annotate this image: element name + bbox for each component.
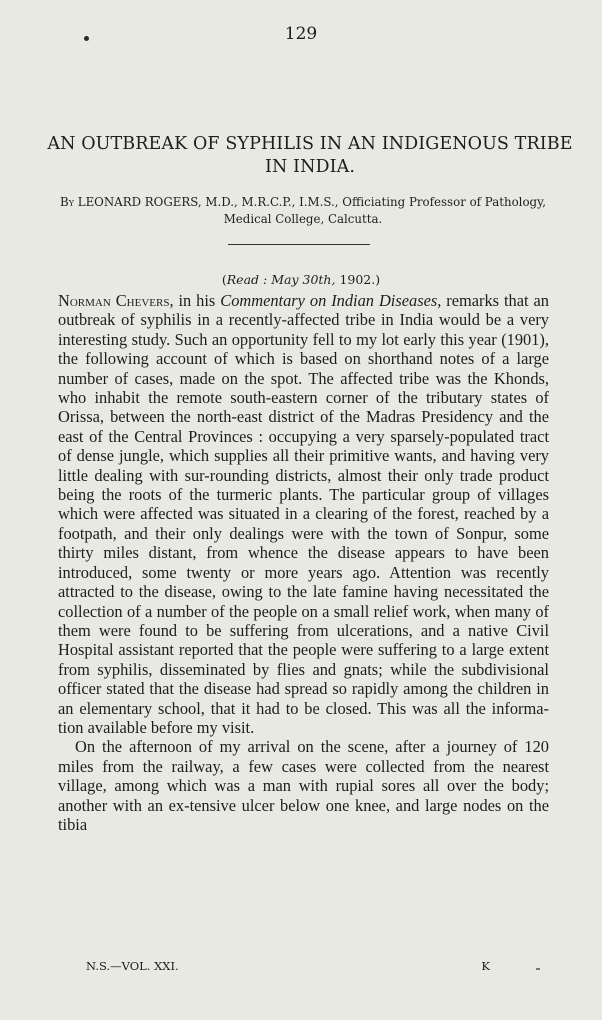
byline-by: By [60,195,74,209]
speck [536,968,540,970]
paragraph-1 [58,291,549,737]
read-year: 1902. [339,272,376,287]
body-text [58,291,549,834]
byline-author: LEONARD ROGERS [77,195,198,209]
article-title: AN OUTBREAK OF SYPHILIS IN AN INDIGENOUS TRIBE IN INDIA. [47,134,573,177]
margin-dot [84,36,89,41]
section-rule [228,244,370,245]
book-title: Commentary on Indian Diseases, [220,291,442,310]
byline [58,194,548,228]
footer-volume: N.S.—VOL. XXI. [86,959,179,973]
read-date: (Read : May 30th, 1902.) [221,272,381,287]
page-number: 129 [284,24,318,44]
footer-signature: K [481,959,490,973]
read-date-value: May 30th, [271,272,336,287]
paragraph-1-text: remarks that an outbreak of syphilis in a recently-affected tribe in India would be a very interesting study. Such an opportunity fell to my lot early this year (1901), the following account of which is based on shorthand notes of a large number of cases, made on the spot. The affected tribe was the Khonds, who inhabit the remote south-eastern corner of the tributary states of Orissa, between the north-east district of the Madras Presidency and the east of the Central Provinces : occupying a very sparsely-populated tract of dense jungle, which supplies all their primitive wants, and having very little dealing with sur-rounding districts, almost their only trade product being the roots of the turmeric plants. The particular group of villages which were affected was situated in a clearing of the forest, reached by a footpath, and their only dealings were with the town of Sonpur, some thirty miles distant, from whence the disease appears to have been introduced, some twenty or more years ago. Attention was recently attracted to the disease, owing to the late famine having necessitated the collection of a number of the people on a small relief work, when many of them were found to be suffering from ulcerations, and a native Civil Hospital assistant reported that the people were suffering to a large extent from syphilis, disseminated by flies and gnats; while the subdivisional officer stated that the disease had spread so rapidly among the children in an elementary school, that it had to be closed. This was all the informa-tion available before my visit. [58,291,549,737]
page-footer [86,959,490,973]
read-label: Read : [226,272,268,287]
paragraph-2: On the afternoon of my arrival on the scene, after a journey of 120 miles from the railway, a few cases were collected from the nearest village, among which was a man with rupial sores all over the body; another with an ex-tensive ulcer below one knee, and large nodes on the tibia [58,737,549,834]
paragraph-1-intro: , in his [169,291,221,310]
byline-credentials: , M.D., M.R.C.P., I.M.S., Officiating Professor of Pathology, Medical College, Calcutta. [197,195,546,226]
lead-name: Norman Chevers [58,291,170,310]
